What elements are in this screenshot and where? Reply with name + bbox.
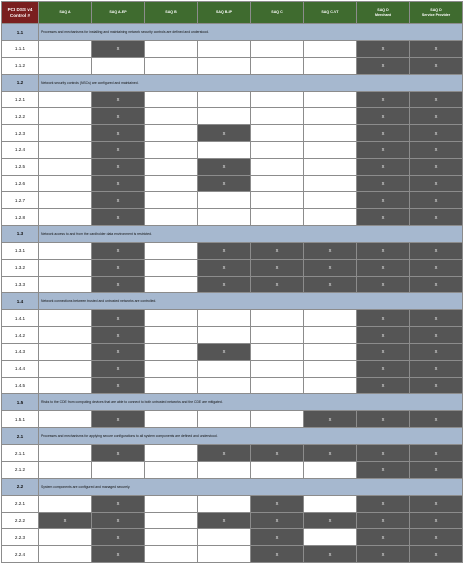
requirement-id: 1.2.3 xyxy=(2,125,39,142)
column-header-line: SAQ A xyxy=(59,10,71,15)
requirement-row xyxy=(2,108,463,125)
applicable-cell: X xyxy=(410,175,463,192)
requirement-id: 2.2.4 xyxy=(2,546,39,563)
section-row xyxy=(2,394,463,411)
empty-cell xyxy=(39,377,92,394)
empty-cell xyxy=(304,209,357,226)
section-id: 1.4 xyxy=(2,293,39,310)
applicable-cell: X xyxy=(357,445,410,462)
applicable-cell: X xyxy=(357,141,410,158)
applicable-cell: X xyxy=(304,259,357,276)
applicable-cell: X xyxy=(410,377,463,394)
requirements-table xyxy=(1,1,463,563)
requirement-row xyxy=(2,91,463,108)
empty-cell xyxy=(198,495,251,512)
header-row xyxy=(2,2,463,24)
empty-cell xyxy=(39,41,92,58)
empty-cell xyxy=(251,377,304,394)
empty-cell xyxy=(304,91,357,108)
requirement-id: 1.1.1 xyxy=(2,41,39,58)
empty-cell xyxy=(251,461,304,478)
corner-line: PCI DSS v4 xyxy=(7,7,33,12)
empty-cell xyxy=(198,327,251,344)
empty-cell xyxy=(304,175,357,192)
empty-cell xyxy=(304,310,357,327)
empty-cell xyxy=(198,41,251,58)
empty-cell xyxy=(39,360,92,377)
requirement-id: 2.1.1 xyxy=(2,445,39,462)
requirement-id: 1.4.2 xyxy=(2,327,39,344)
applicable-cell: X xyxy=(357,529,410,546)
empty-cell xyxy=(145,125,198,142)
requirement-id: 1.3.2 xyxy=(2,259,39,276)
applicable-cell: X xyxy=(251,529,304,546)
applicable-cell: X xyxy=(198,259,251,276)
empty-cell xyxy=(198,529,251,546)
column-header-line: SAQ C-VT xyxy=(321,10,339,15)
empty-cell xyxy=(198,411,251,428)
applicable-cell: X xyxy=(357,360,410,377)
empty-cell xyxy=(145,512,198,529)
requirement-row xyxy=(2,41,463,58)
section-id: 1.3 xyxy=(2,225,39,242)
applicable-cell: X xyxy=(92,158,145,175)
empty-cell xyxy=(251,411,304,428)
applicable-cell: X xyxy=(92,546,145,563)
applicable-cell: X xyxy=(92,529,145,546)
column-header-line: SAQ C xyxy=(271,10,283,15)
empty-cell xyxy=(145,411,198,428)
requirement-row xyxy=(2,445,463,462)
section-description: Network connections between trusted and untrusted networks are controlled. xyxy=(39,293,463,310)
applicable-cell: X xyxy=(410,209,463,226)
empty-cell xyxy=(251,360,304,377)
empty-cell xyxy=(251,310,304,327)
applicable-cell: X xyxy=(198,158,251,175)
corner-header xyxy=(2,2,39,24)
empty-cell xyxy=(251,57,304,74)
empty-cell xyxy=(39,310,92,327)
requirement-id: 1.4.3 xyxy=(2,343,39,360)
applicable-cell: X xyxy=(410,327,463,344)
empty-cell xyxy=(145,546,198,563)
empty-cell xyxy=(251,175,304,192)
empty-cell xyxy=(251,158,304,175)
column-header-line: SAQ D xyxy=(377,8,389,12)
requirement-row xyxy=(2,242,463,259)
empty-cell xyxy=(39,546,92,563)
applicable-cell: X xyxy=(92,512,145,529)
applicable-cell: X xyxy=(357,125,410,142)
requirement-id: 1.4.4 xyxy=(2,360,39,377)
empty-cell xyxy=(198,310,251,327)
section-description: Network access to and from the cardholder data environment is restricted. xyxy=(39,225,463,242)
section-id: 2.1 xyxy=(2,428,39,445)
applicable-cell: X xyxy=(304,276,357,293)
requirement-row xyxy=(2,546,463,563)
applicable-cell: X xyxy=(410,411,463,428)
column-header xyxy=(39,2,92,24)
requirement-row xyxy=(2,57,463,74)
requirement-id: 1.1.2 xyxy=(2,57,39,74)
applicable-cell: X xyxy=(357,209,410,226)
applicable-cell: X xyxy=(410,192,463,209)
empty-cell xyxy=(39,141,92,158)
empty-cell xyxy=(39,411,92,428)
empty-cell xyxy=(304,125,357,142)
requirement-id: 2.2.1 xyxy=(2,495,39,512)
requirement-id: 1.3.3 xyxy=(2,276,39,293)
requirement-id: 1.4.5 xyxy=(2,377,39,394)
applicable-cell: X xyxy=(410,495,463,512)
column-header xyxy=(251,2,304,24)
applicable-cell: X xyxy=(251,445,304,462)
column-header-line: SAQ B xyxy=(165,10,177,15)
empty-cell xyxy=(198,461,251,478)
section-description: System components are configured and managed securely. xyxy=(39,478,463,495)
applicable-cell: X xyxy=(410,242,463,259)
empty-cell xyxy=(251,91,304,108)
column-header xyxy=(198,2,251,24)
applicable-cell: X xyxy=(92,360,145,377)
section-row xyxy=(2,225,463,242)
requirement-id: 1.2.8 xyxy=(2,209,39,226)
section-id: 1.2 xyxy=(2,74,39,91)
applicable-cell: X xyxy=(357,175,410,192)
section-id: 1.5 xyxy=(2,394,39,411)
applicable-cell: X xyxy=(357,546,410,563)
requirement-id: 1.2.5 xyxy=(2,158,39,175)
empty-cell xyxy=(145,158,198,175)
empty-cell xyxy=(39,192,92,209)
empty-cell xyxy=(304,377,357,394)
empty-cell xyxy=(145,377,198,394)
applicable-cell: X xyxy=(92,242,145,259)
section-description: Network security controls (NSCs) are configured and maintained. xyxy=(39,74,463,91)
requirement-id: 1.2.2 xyxy=(2,108,39,125)
requirement-row xyxy=(2,343,463,360)
empty-cell xyxy=(251,192,304,209)
requirement-row xyxy=(2,192,463,209)
applicable-cell: X xyxy=(304,512,357,529)
applicable-cell: X xyxy=(410,512,463,529)
section-row xyxy=(2,478,463,495)
section-id: 2.2 xyxy=(2,478,39,495)
empty-cell xyxy=(145,91,198,108)
empty-cell xyxy=(304,327,357,344)
corner-line: Control # xyxy=(9,12,31,18)
requirement-row xyxy=(2,259,463,276)
applicable-cell: X xyxy=(304,445,357,462)
empty-cell xyxy=(39,445,92,462)
applicable-cell: X xyxy=(357,377,410,394)
applicable-cell: X xyxy=(92,175,145,192)
empty-cell xyxy=(145,41,198,58)
applicable-cell: X xyxy=(304,546,357,563)
empty-cell xyxy=(92,461,145,478)
empty-cell xyxy=(39,158,92,175)
applicable-cell: X xyxy=(251,276,304,293)
empty-cell xyxy=(304,108,357,125)
table-body xyxy=(2,24,463,563)
requirement-row xyxy=(2,209,463,226)
applicable-cell: X xyxy=(410,259,463,276)
applicable-cell: X xyxy=(357,192,410,209)
section-row xyxy=(2,24,463,41)
applicable-cell: X xyxy=(410,108,463,125)
empty-cell xyxy=(92,57,145,74)
empty-cell xyxy=(145,276,198,293)
applicable-cell: X xyxy=(357,276,410,293)
requirement-row xyxy=(2,310,463,327)
applicable-cell: X xyxy=(92,141,145,158)
empty-cell xyxy=(145,259,198,276)
empty-cell xyxy=(39,529,92,546)
applicable-cell: X xyxy=(410,343,463,360)
empty-cell xyxy=(39,259,92,276)
applicable-cell: X xyxy=(92,259,145,276)
empty-cell xyxy=(145,445,198,462)
applicable-cell: X xyxy=(92,276,145,293)
requirement-id: 1.5.1 xyxy=(2,411,39,428)
empty-cell xyxy=(304,141,357,158)
empty-cell xyxy=(39,209,92,226)
empty-cell xyxy=(304,360,357,377)
empty-cell xyxy=(251,343,304,360)
applicable-cell: X xyxy=(92,377,145,394)
empty-cell xyxy=(39,276,92,293)
empty-cell xyxy=(145,461,198,478)
applicable-cell: X xyxy=(198,343,251,360)
applicable-cell: X xyxy=(251,495,304,512)
applicable-cell: X xyxy=(251,259,304,276)
applicable-cell: X xyxy=(92,125,145,142)
empty-cell xyxy=(145,529,198,546)
empty-cell xyxy=(145,310,198,327)
empty-cell xyxy=(198,360,251,377)
empty-cell xyxy=(251,125,304,142)
applicable-cell: X xyxy=(410,529,463,546)
applicable-cell: X xyxy=(357,512,410,529)
requirement-id: 1.2.1 xyxy=(2,91,39,108)
applicable-cell: X xyxy=(304,242,357,259)
applicable-cell: X xyxy=(357,108,410,125)
applicable-cell: X xyxy=(410,91,463,108)
applicable-cell: X xyxy=(198,512,251,529)
requirement-row xyxy=(2,461,463,478)
empty-cell xyxy=(251,41,304,58)
requirement-id: 1.2.7 xyxy=(2,192,39,209)
empty-cell xyxy=(145,327,198,344)
empty-cell xyxy=(251,141,304,158)
column-header xyxy=(410,2,463,24)
empty-cell xyxy=(145,192,198,209)
empty-cell xyxy=(39,91,92,108)
requirement-row xyxy=(2,175,463,192)
section-description: Processes and mechanisms for installing and maintaining network security controls are defined and understood. xyxy=(39,24,463,41)
empty-cell xyxy=(304,192,357,209)
column-header-line: SAQ B-IP xyxy=(216,10,232,15)
applicable-cell: X xyxy=(198,125,251,142)
empty-cell xyxy=(198,546,251,563)
requirement-row xyxy=(2,495,463,512)
section-description: Risks to the CDE from computing devices that are able to connect to both untrusted networks and the CDE are mitigated. xyxy=(39,394,463,411)
applicable-cell: X xyxy=(357,242,410,259)
requirement-id: 1.4.1 xyxy=(2,310,39,327)
applicable-cell: X xyxy=(410,125,463,142)
applicable-cell: X xyxy=(92,310,145,327)
column-header-line: Service Provider xyxy=(421,12,451,17)
applicable-cell: X xyxy=(92,91,145,108)
empty-cell xyxy=(145,343,198,360)
column-header-line: Merchant xyxy=(375,12,391,17)
applicable-cell: X xyxy=(357,158,410,175)
column-header xyxy=(357,2,410,24)
requirement-row xyxy=(2,158,463,175)
applicable-cell: X xyxy=(357,461,410,478)
empty-cell xyxy=(304,529,357,546)
column-header xyxy=(304,2,357,24)
empty-cell xyxy=(145,209,198,226)
applicable-cell: X xyxy=(410,141,463,158)
applicable-cell: X xyxy=(92,445,145,462)
applicable-cell: X xyxy=(92,192,145,209)
empty-cell xyxy=(304,495,357,512)
applicable-cell: X xyxy=(92,343,145,360)
requirement-row xyxy=(2,125,463,142)
empty-cell xyxy=(39,242,92,259)
section-description: Processes and mechanisms for applying secure configurations to all system components are defined and understood. xyxy=(39,428,463,445)
empty-cell xyxy=(39,327,92,344)
empty-cell xyxy=(304,158,357,175)
applicable-cell: X xyxy=(251,242,304,259)
empty-cell xyxy=(39,461,92,478)
requirement-row xyxy=(2,411,463,428)
applicable-cell: X xyxy=(92,495,145,512)
column-header-line: SAQ D xyxy=(430,8,442,12)
applicable-cell: X xyxy=(198,242,251,259)
applicable-cell: X xyxy=(357,310,410,327)
empty-cell xyxy=(39,175,92,192)
section-row xyxy=(2,428,463,445)
empty-cell xyxy=(145,360,198,377)
empty-cell xyxy=(251,209,304,226)
applicable-cell: X xyxy=(357,259,410,276)
applicable-cell: X xyxy=(92,41,145,58)
empty-cell xyxy=(198,91,251,108)
requirement-row xyxy=(2,377,463,394)
empty-cell xyxy=(251,108,304,125)
applicable-cell: X xyxy=(410,41,463,58)
applicable-cell: X xyxy=(92,327,145,344)
applicable-cell: X xyxy=(92,209,145,226)
empty-cell xyxy=(198,108,251,125)
applicable-cell: X xyxy=(357,495,410,512)
applicable-cell: X xyxy=(357,41,410,58)
requirement-id: 1.2.4 xyxy=(2,141,39,158)
empty-cell xyxy=(39,343,92,360)
applicable-cell: X xyxy=(357,327,410,344)
applicable-cell: X xyxy=(39,512,92,529)
empty-cell xyxy=(198,57,251,74)
applicable-cell: X xyxy=(198,175,251,192)
empty-cell xyxy=(145,141,198,158)
column-header xyxy=(145,2,198,24)
empty-cell xyxy=(145,495,198,512)
requirement-row xyxy=(2,360,463,377)
empty-cell xyxy=(304,343,357,360)
empty-cell xyxy=(304,461,357,478)
applicable-cell: X xyxy=(92,411,145,428)
applicable-cell: X xyxy=(92,108,145,125)
applicable-cell: X xyxy=(410,57,463,74)
empty-cell xyxy=(304,41,357,58)
requirement-row xyxy=(2,529,463,546)
empty-cell xyxy=(39,495,92,512)
column-header-line: SAQ A-EP xyxy=(109,10,127,15)
requirement-row xyxy=(2,327,463,344)
applicable-cell: X xyxy=(304,411,357,428)
empty-cell xyxy=(198,377,251,394)
empty-cell xyxy=(39,57,92,74)
requirement-id: 2.2.2 xyxy=(2,512,39,529)
applicable-cell: X xyxy=(410,310,463,327)
applicable-cell: X xyxy=(357,57,410,74)
applicable-cell: X xyxy=(198,276,251,293)
empty-cell xyxy=(39,108,92,125)
section-row xyxy=(2,293,463,310)
empty-cell xyxy=(145,108,198,125)
applicable-cell: X xyxy=(198,445,251,462)
empty-cell xyxy=(304,57,357,74)
requirement-id: 1.2.6 xyxy=(2,175,39,192)
requirement-id: 1.3.1 xyxy=(2,242,39,259)
empty-cell xyxy=(145,175,198,192)
applicable-cell: X xyxy=(251,512,304,529)
applicable-cell: X xyxy=(357,411,410,428)
requirement-row xyxy=(2,141,463,158)
applicable-cell: X xyxy=(357,343,410,360)
applicable-cell: X xyxy=(410,360,463,377)
empty-cell xyxy=(145,57,198,74)
applicable-cell: X xyxy=(410,276,463,293)
empty-cell xyxy=(251,327,304,344)
applicable-cell: X xyxy=(251,546,304,563)
applicable-cell: X xyxy=(410,158,463,175)
applicable-cell: X xyxy=(410,546,463,563)
empty-cell xyxy=(198,192,251,209)
empty-cell xyxy=(39,125,92,142)
column-header xyxy=(92,2,145,24)
applicable-cell: X xyxy=(357,91,410,108)
requirement-id: 2.1.2 xyxy=(2,461,39,478)
requirement-row xyxy=(2,276,463,293)
empty-cell xyxy=(198,209,251,226)
requirement-row xyxy=(2,512,463,529)
requirement-id: 2.2.3 xyxy=(2,529,39,546)
applicable-cell: X xyxy=(410,445,463,462)
empty-cell xyxy=(145,242,198,259)
applicable-cell: X xyxy=(410,461,463,478)
section-row xyxy=(2,74,463,91)
section-id: 1.1 xyxy=(2,24,39,41)
empty-cell xyxy=(198,141,251,158)
